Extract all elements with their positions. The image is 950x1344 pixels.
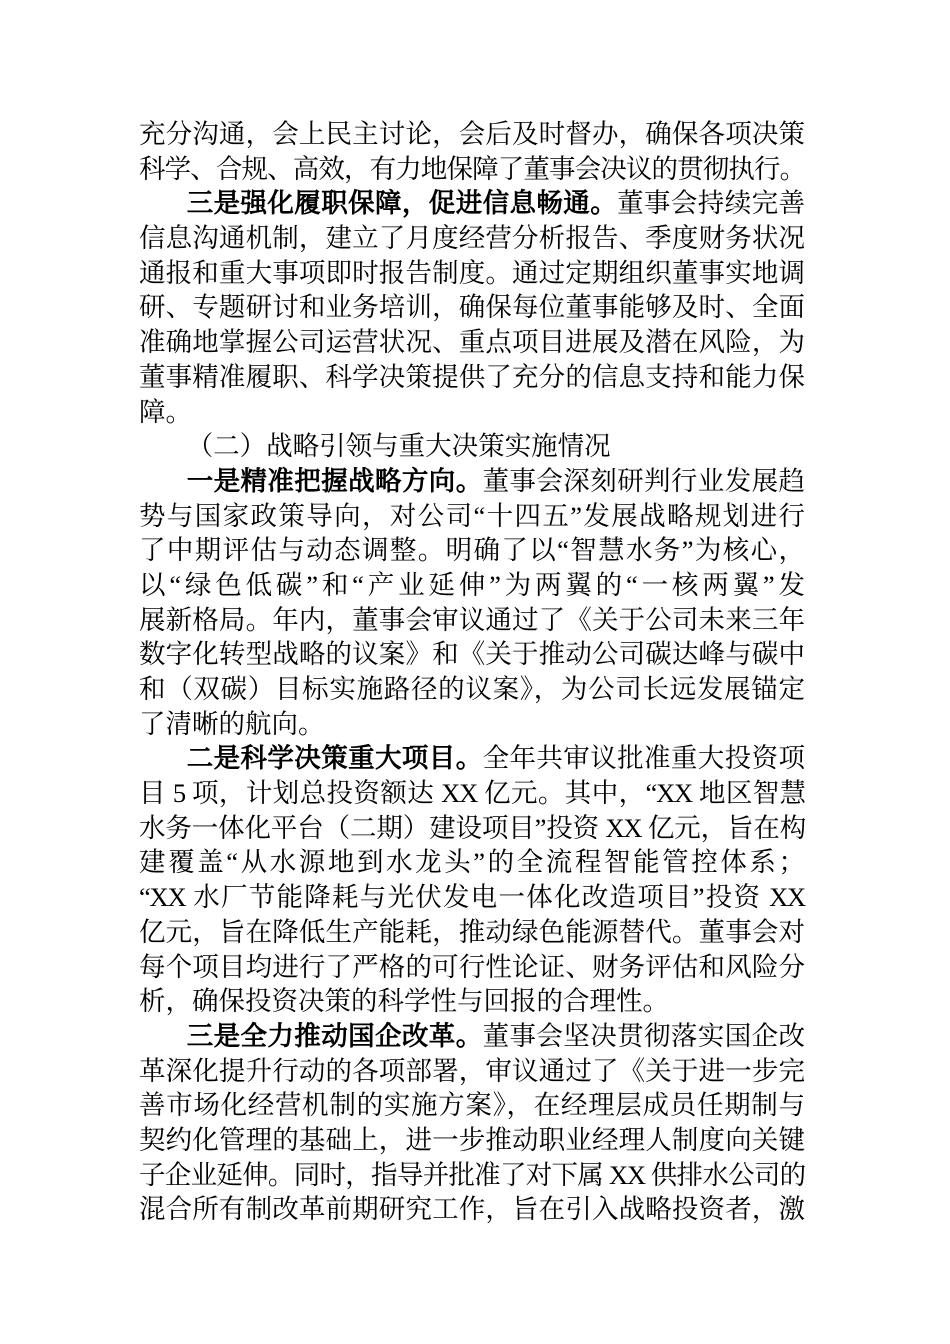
text-run: 建覆盖“从水源地到水龙头”的全流程智能管控体系； [139,847,805,878]
body-line [139,672,805,707]
body-line [139,1088,805,1123]
text-run: 充分沟通，会上民主讨论，会后及时督办，确保各项决策 [139,119,805,149]
body-line [139,360,805,395]
paragraph-last-line [139,984,805,1019]
text-run: 混合所有制改革前期研究工作，旨在引入战略投资者，激 [139,1194,805,1225]
text-run: 准确地掌握公司运营状况、重点项目进展及潜在风险，为 [139,327,805,358]
body-line [139,117,805,152]
text-run: 革深化提升行动的各项部署，审议通过了《关于进一步完 [139,1055,805,1086]
section-heading [139,429,805,464]
body-line [139,1158,805,1193]
paragraph-first-line [139,741,805,776]
bold-lead-run: 三是强化履职保障，促进信息畅通。 [186,188,618,219]
text-run: “XX 水厂节能降耗与光伏发电一体化改造项目”投资 XX [139,882,805,913]
text-run: （二）战略引领与重大决策实施情况 [186,431,611,462]
body-line [139,1123,805,1158]
text-run: 研、专题研讨和业务培训，确保每位董事能够及时、全面 [139,292,805,323]
text-run: 数字化转型战略的议案》和《关于推动公司碳达峰与碳中 [139,639,805,670]
body-line [139,499,805,534]
text-run: 亿元，旨在降低生产能耗，推动绿色能源替代。董事会对 [139,916,805,947]
text-run: 障。 [139,396,192,427]
body-line [139,845,805,880]
text-run: 信息沟通机制，建立了月度经营分析报告、季度财务状况 [139,223,805,254]
body-line [139,880,805,915]
body-line [139,533,805,568]
text-run: 以“绿色低碳”和“产业延伸”为两翼的“一核两翼”发 [139,569,805,600]
body-line [139,256,805,291]
body-line [139,637,805,672]
text-run: 了中期评估与动态调整。明确了以“智慧水务”为核心， [139,535,805,566]
text-run: 善市场化经营机制的实施方案》，在经理层成员任期制与 [139,1090,805,1121]
text-run: 目 5 项，计划总投资额达 XX 亿元。其中，“XX 地区智慧 [139,778,805,809]
body-line [139,811,805,846]
body-line [139,915,805,950]
paragraph-first-line [139,186,805,221]
text-run: 和（双碳）目标实施路径的议案》，为公司长远发展锚定 [139,674,805,704]
paragraph-first-line [139,464,805,499]
text-run: 董事会坚决贯彻落实国企改 [482,1020,805,1051]
text-run: 董事精准履职、科学决策提供了充分的信息支持和能力保 [139,361,805,392]
body-line [139,603,805,638]
body-line [139,325,805,360]
text-run: 全年共审议批准重大投资项 [482,743,805,774]
text-run: 析，确保投资决策的科学性与回报的合理性。 [139,986,669,1017]
paragraph-first-line [139,1019,805,1054]
bold-lead-run: 三是全力推动国企改革。 [186,1020,483,1051]
text-run: 科学、合规、高效，有力地保障了董事会决议的贯彻执行。 [139,153,805,184]
body-line [139,568,805,603]
paragraph-last-line [139,707,805,742]
body-line [139,152,805,187]
bold-lead-run: 二是科学决策重大项目。 [186,743,483,774]
paragraph-last-line [139,395,805,430]
text-run: 通报和重大事项即时报告制度。通过定期组织董事实地调 [139,257,805,288]
text-run: 每个项目均进行了严格的可行性论证、财务评估和风险分 [139,951,805,982]
text-run: 势与国家政策导向，对公司“十四五”发展战略规划进行 [139,500,805,531]
body-line [139,950,805,985]
body-line [139,776,805,811]
text-run: 契约化管理的基础上，进一步推动职业经理人制度向关键 [139,1124,805,1155]
text-run: 水务一体化平台（二期）建设项目”投资 XX 亿元，旨在构 [139,812,805,843]
text-run: 董事会持续完善 [617,188,806,219]
body-line [139,1054,805,1089]
body-line [139,1192,805,1227]
document-body [139,117,805,1227]
bold-lead-run: 一是精准把握战略方向。 [186,465,483,496]
text-run: 了清晰的航向。 [139,708,325,739]
text-run: 展新格局。年内，董事会审议通过了《关于公司未来三年 [139,604,805,635]
text-run: 子企业延伸。同时，指导并批准了对下属 XX 供排水公司的 [139,1159,805,1190]
body-line [139,221,805,256]
body-line [139,290,805,325]
text-run: 董事会深刻研判行业发展趋 [482,465,805,496]
